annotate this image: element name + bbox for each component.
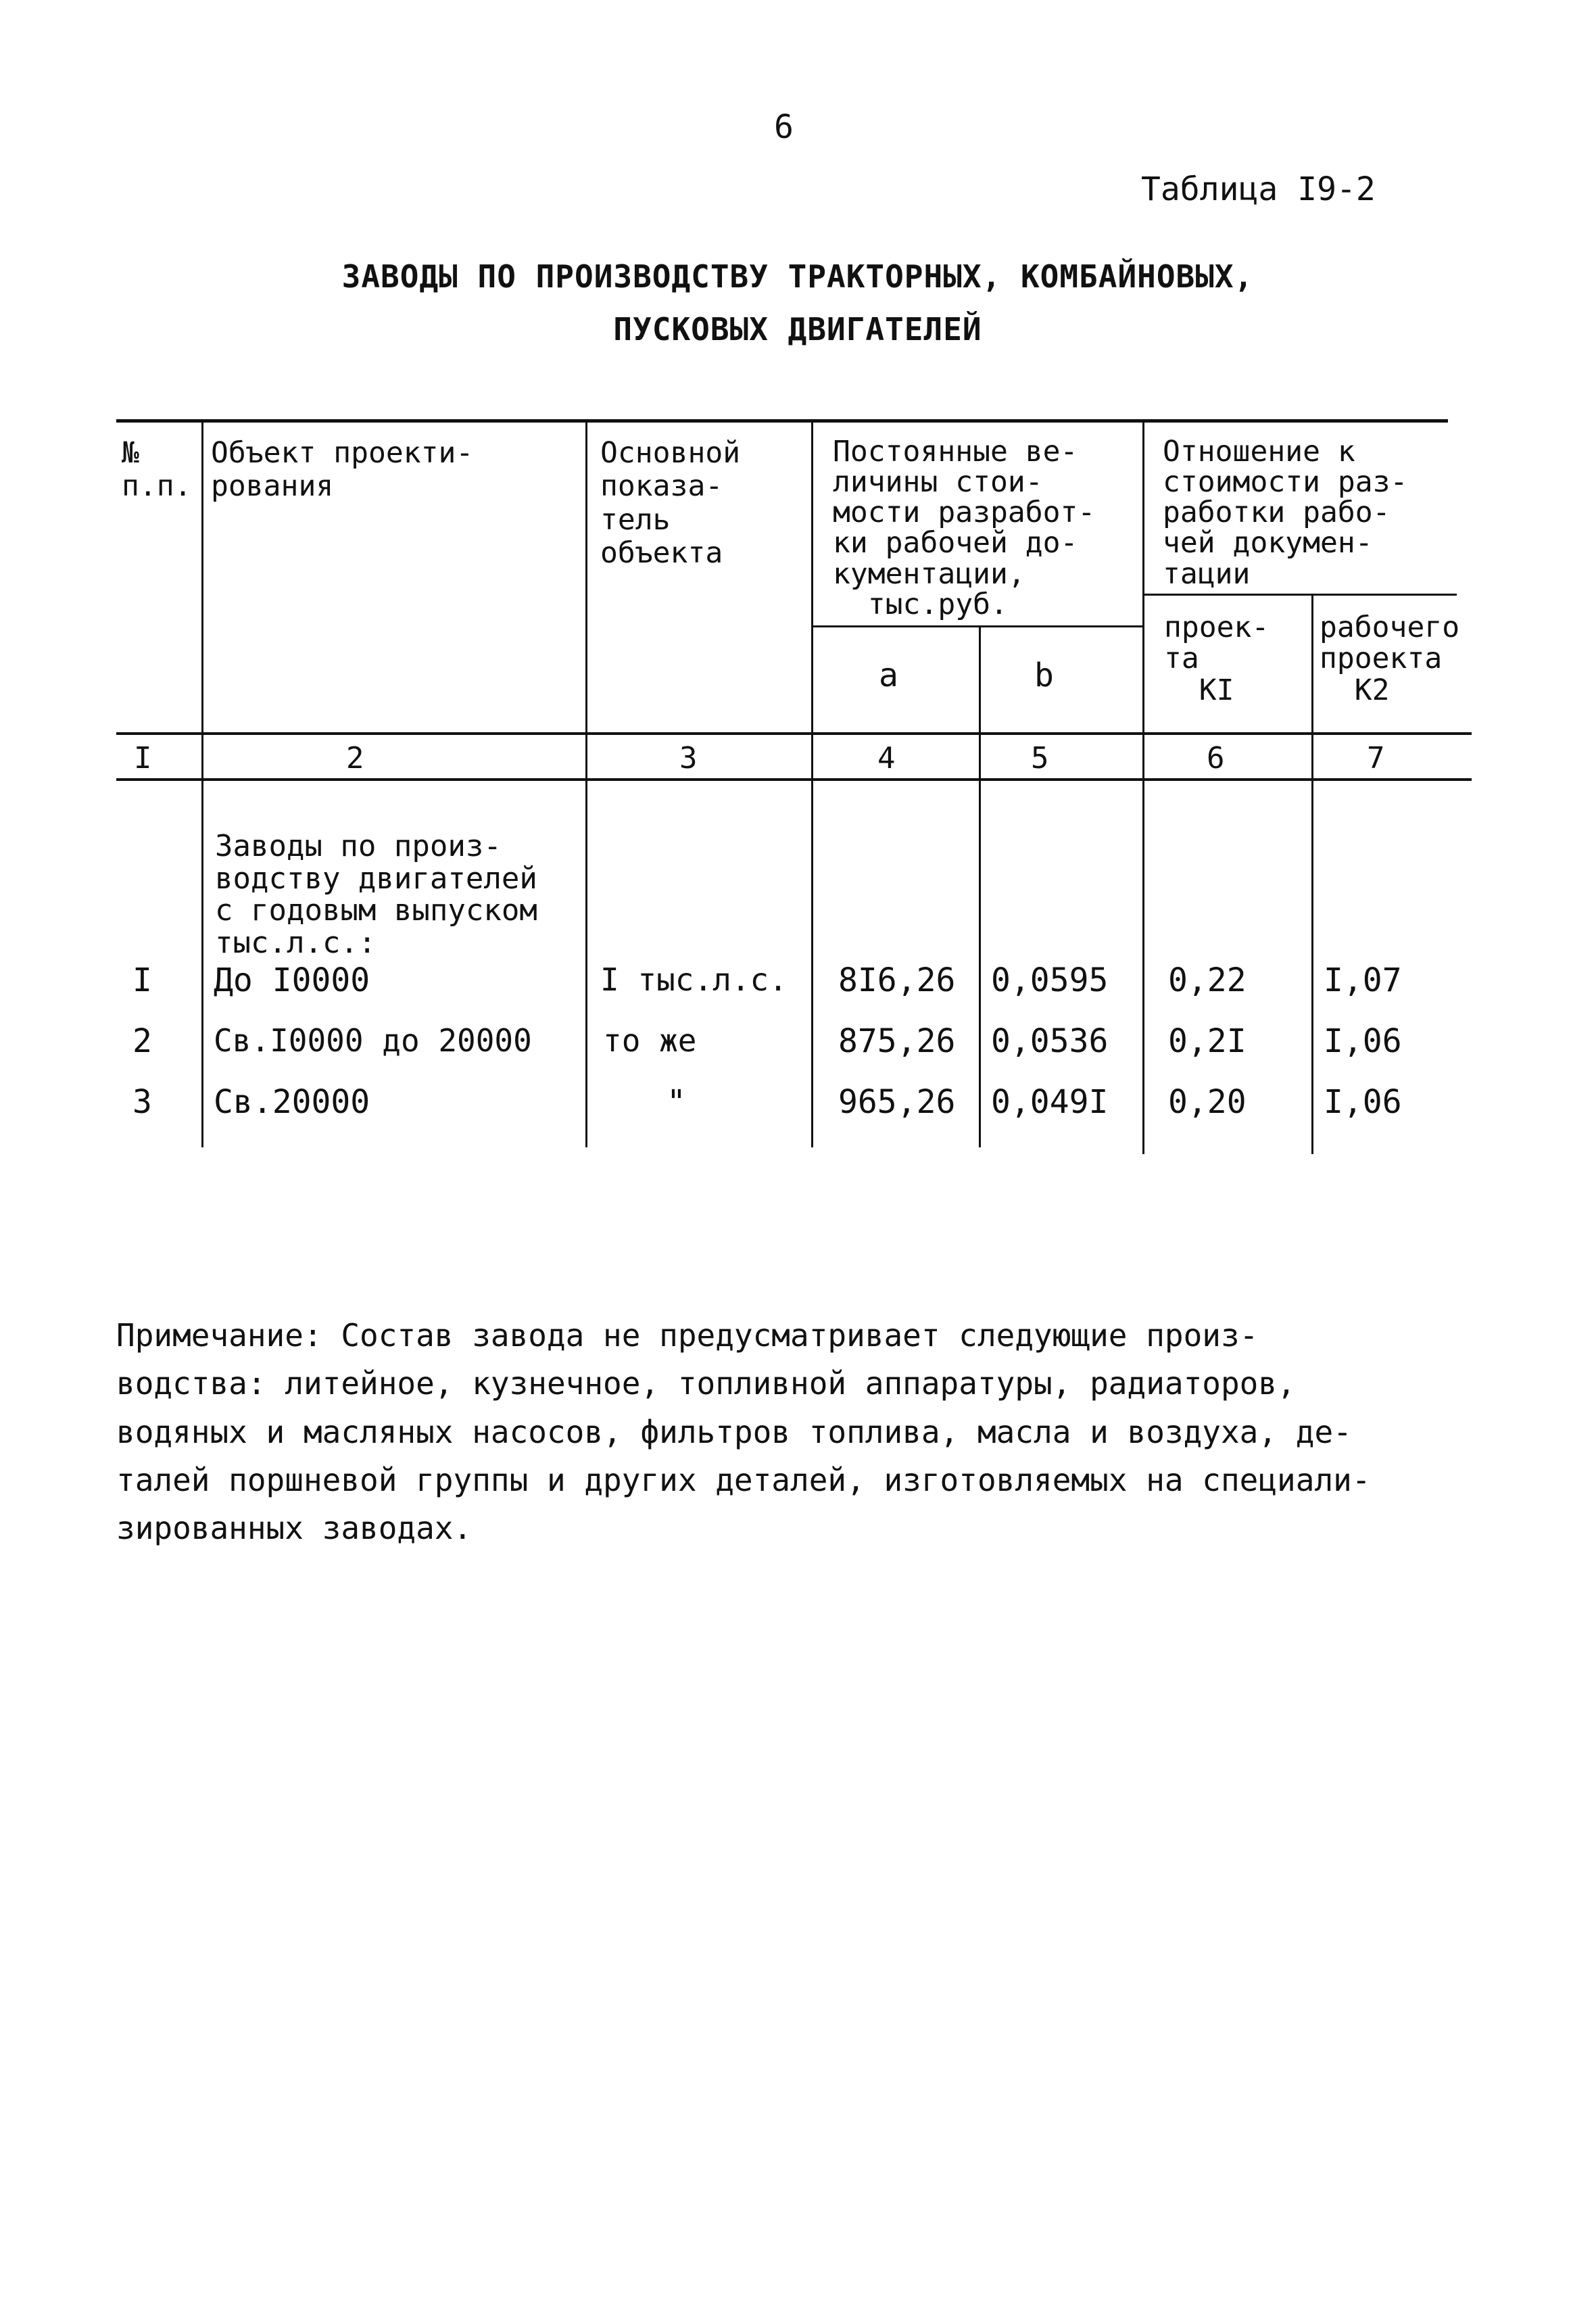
row-value-a: 965,26: [838, 1083, 956, 1121]
header-num: № п.п.: [122, 436, 192, 504]
table-title-line-1: ЗАВОДЫ ПО ПРОИЗВОДСТВУ ТРАКТОРНЫХ, КОМБАЙНОВЫХ,: [341, 258, 1254, 295]
column-number-5: 5: [1031, 741, 1049, 775]
note-paragraph: Примечание: Состав завода не предусматривает следующие произ- водства: литейное, кузнечное, топливной аппаратуры, радиаторов, водяных и масляных насосов, фильтров топлива, масла и воздуха, де- талей поршневой группы и других деталей, изготовляемых на специали- зированных заводах.: [116, 1317, 1371, 1547]
column-number-1: I: [134, 741, 152, 775]
header-b: b: [1034, 657, 1054, 694]
row-number: 3: [132, 1083, 152, 1121]
row-object: Св.20000: [214, 1083, 370, 1121]
header-constant-values: Постоянные ве- личины стои- мости разработ- ки рабочей до- кументации, тыс.руб.: [833, 435, 1096, 621]
row-indicator: I тыс.л.с.: [600, 961, 788, 998]
header-object: Объект проекти- рования: [211, 436, 474, 504]
column-number-7: 7: [1367, 741, 1385, 775]
column-number-6: 6: [1207, 741, 1225, 775]
ab-subheader-rule: [811, 625, 1142, 627]
row-value-b: 0,0595: [991, 961, 1109, 999]
v-line-1: [201, 421, 203, 1147]
row-value-b: 0,0536: [991, 1022, 1109, 1060]
row-object: До I0000: [214, 961, 370, 999]
k-subheader-rule: [1142, 594, 1457, 596]
row-value-k1: 0,22: [1168, 961, 1247, 999]
column-number-3: 3: [679, 741, 698, 775]
header-a: а: [879, 657, 898, 694]
v-line-2: [585, 421, 587, 1147]
row-number: I: [132, 961, 152, 999]
header-ratio: Отношение к стоимости раз- работки рабо- чей докумен- тации: [1163, 435, 1408, 591]
table-top-rule: [116, 419, 1448, 423]
header-k2: рабочего проекта K2: [1320, 611, 1460, 707]
column-number-4: 4: [877, 741, 896, 775]
row-value-k1: 0,20: [1168, 1083, 1247, 1121]
header-k1: проек- та KI: [1164, 611, 1269, 707]
row-value-a: 875,26: [838, 1022, 956, 1060]
table-label: Таблица I9-2: [1141, 170, 1376, 208]
row-value-k2: I,06: [1324, 1022, 1402, 1060]
row-value-k2: I,06: [1324, 1083, 1402, 1121]
section-heading: Заводы по произ- водству двигателей с годовым выпуском тыс.л.с.:: [215, 829, 537, 960]
row-indicator: ": [667, 1083, 686, 1121]
colnum-bottom-rule: [116, 778, 1472, 781]
column-number-2: 2: [346, 741, 364, 775]
table-title-line-2: ПУСКОВЫХ ДВИГАТЕЛЕЙ: [613, 311, 982, 348]
v-line-5: [1142, 421, 1144, 1154]
row-object: Св.I0000 до 20000: [214, 1022, 532, 1059]
row-indicator: то же: [603, 1022, 697, 1059]
header-bottom-rule: [116, 732, 1472, 735]
row-value-a: 8I6,26: [838, 961, 956, 999]
row-number: 2: [132, 1022, 152, 1060]
v-line-6: [1311, 595, 1313, 1154]
row-value-b: 0,049I: [991, 1083, 1109, 1121]
page-number: 6: [774, 108, 794, 146]
v-line-3: [811, 421, 813, 1147]
row-value-k2: I,07: [1324, 961, 1402, 999]
v-line-4: [979, 627, 981, 1147]
row-value-k1: 0,2I: [1168, 1022, 1247, 1060]
header-indicator: Основной показа- тель объекта: [600, 436, 741, 571]
